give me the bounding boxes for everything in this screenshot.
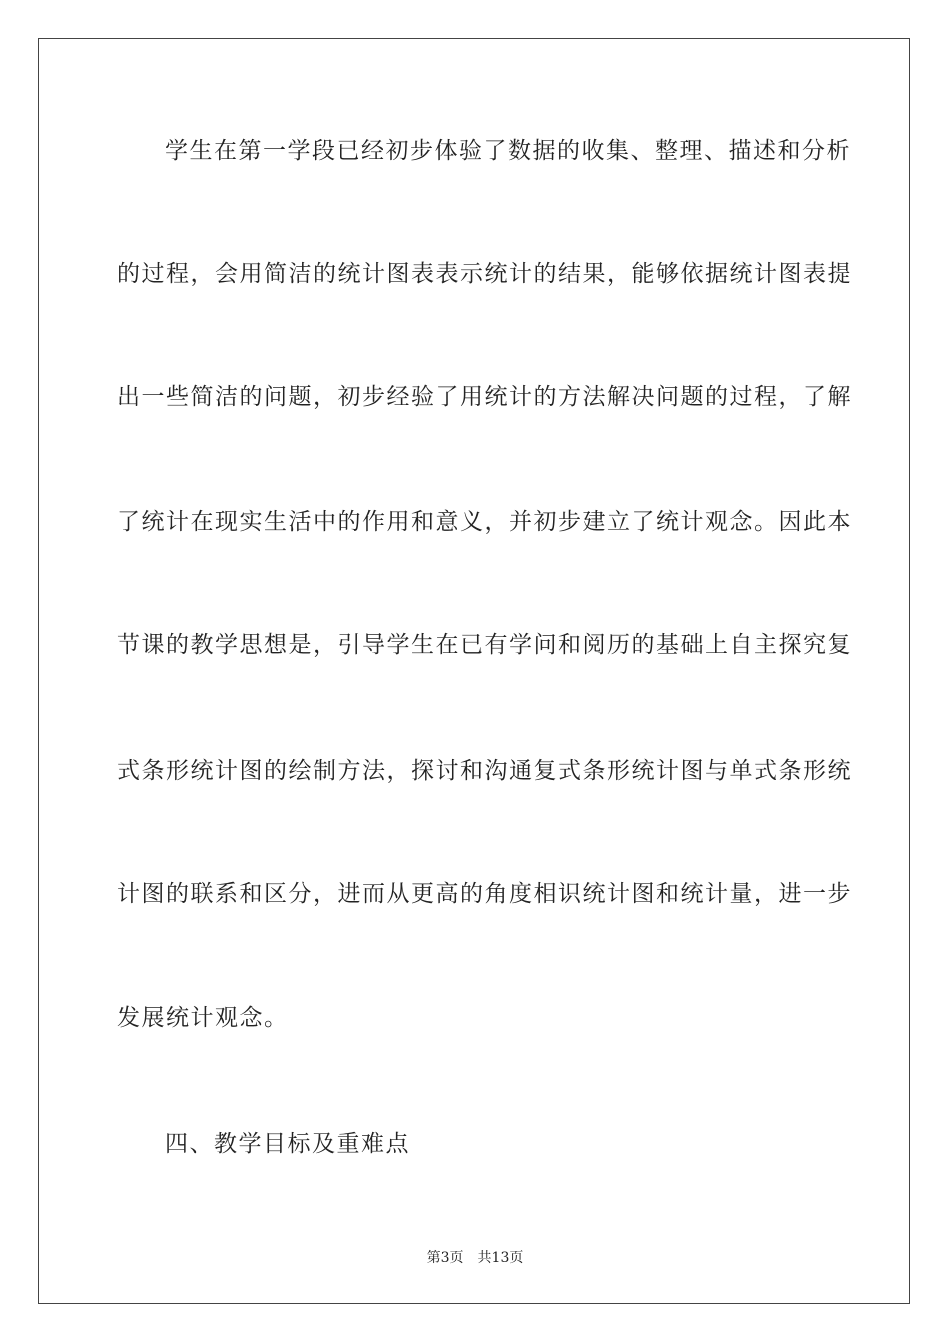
page-footer [0,1248,950,1268]
page-border [38,38,910,1304]
page-number: 第3页 [426,1250,464,1266]
paragraph-line: 计图的联系和区分，进而从更高的角度相识统计图和统计量，进一步 [117,881,852,907]
paragraph-line: 发展统计观念。 [117,1005,289,1031]
paragraph-line: 的过程，会用简洁的统计图表表示统计的结果，能够依据统计图表提 [117,261,852,287]
paragraph-line: 式条形统计图的绘制方法，探讨和沟通复式条形统计图与单式条形统 [117,758,852,784]
paragraph-line: 学生在第一学段已经初步体验了数据的收集、整理、描述和分析 [165,138,851,164]
paragraph-line: 了统计在现实生活中的作用和意义，并初步建立了统计观念。因此本 [117,509,852,535]
page-total: 共13页 [477,1250,524,1266]
paragraph-line: 出一些简洁的问题，初步经验了用统计的方法解决问题的过程，了解 [117,384,852,410]
paragraph-line: 节课的教学思想是，引导学生在已有学问和阅历的基础上自主探究复 [117,632,852,658]
section-heading: 四、教学目标及重难点 [165,1131,410,1157]
